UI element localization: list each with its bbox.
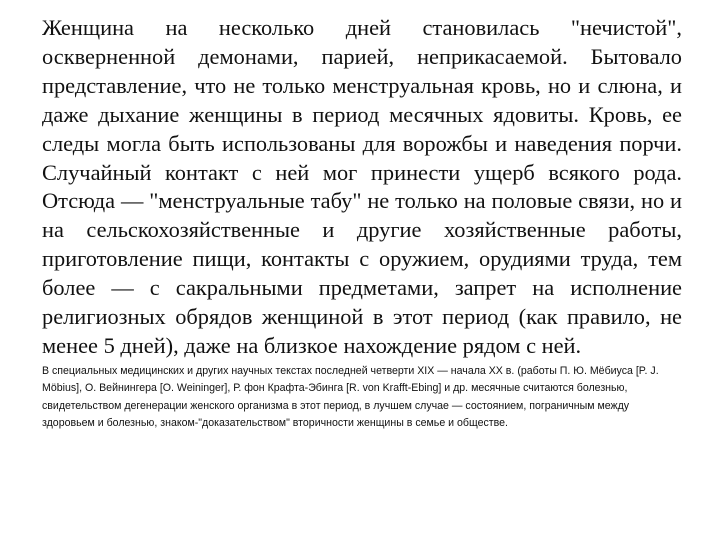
document-page [42,14,682,433]
main-paragraph: Женщина на несколько дней становилась "нечистой", оскверненной демонами, парией, неприкасаемой. Бытовало представление, что не только менструальная кровь, но и слюна, и даже дыхание женщины в период месячных ядовиты. Кровь, ее следы могла быть использованы для ворожбы и наведения порчи. Случайный контакт с ней мог принести ущерб всякого рода. Отсюда — "менструальные табу" не только на половые связи, но и на сельскохозяйственные и другие хозяйственные работы, приготовление пищи, контакты с оружием, орудиями труда, тем более — с сакральными предметами, запрет на исполнение религиозных обрядов женщиной в этот период (как правило, не менее 5 дней), даже на близкое нахождение рядом с ней. [42,15,682,358]
footnote: В специальных медицинских и других научных текстах последней четверти XIX — начала XX в. (работы П. Ю. Мёбиуса [P. J. Möbius], О. Вейнингера [O. Weininger], Р. фон Крафта-Эбинга [R. von Krafft-Ebing] и др. месячные считаются болезнью, свидетельством дегенерации женского организма в этот период, в лучшем случае — состоянием, пограничным между здоровьем и болезнью, знаком-"доказательством" вторичности женщины в семье и обществе. [42,364,659,430]
